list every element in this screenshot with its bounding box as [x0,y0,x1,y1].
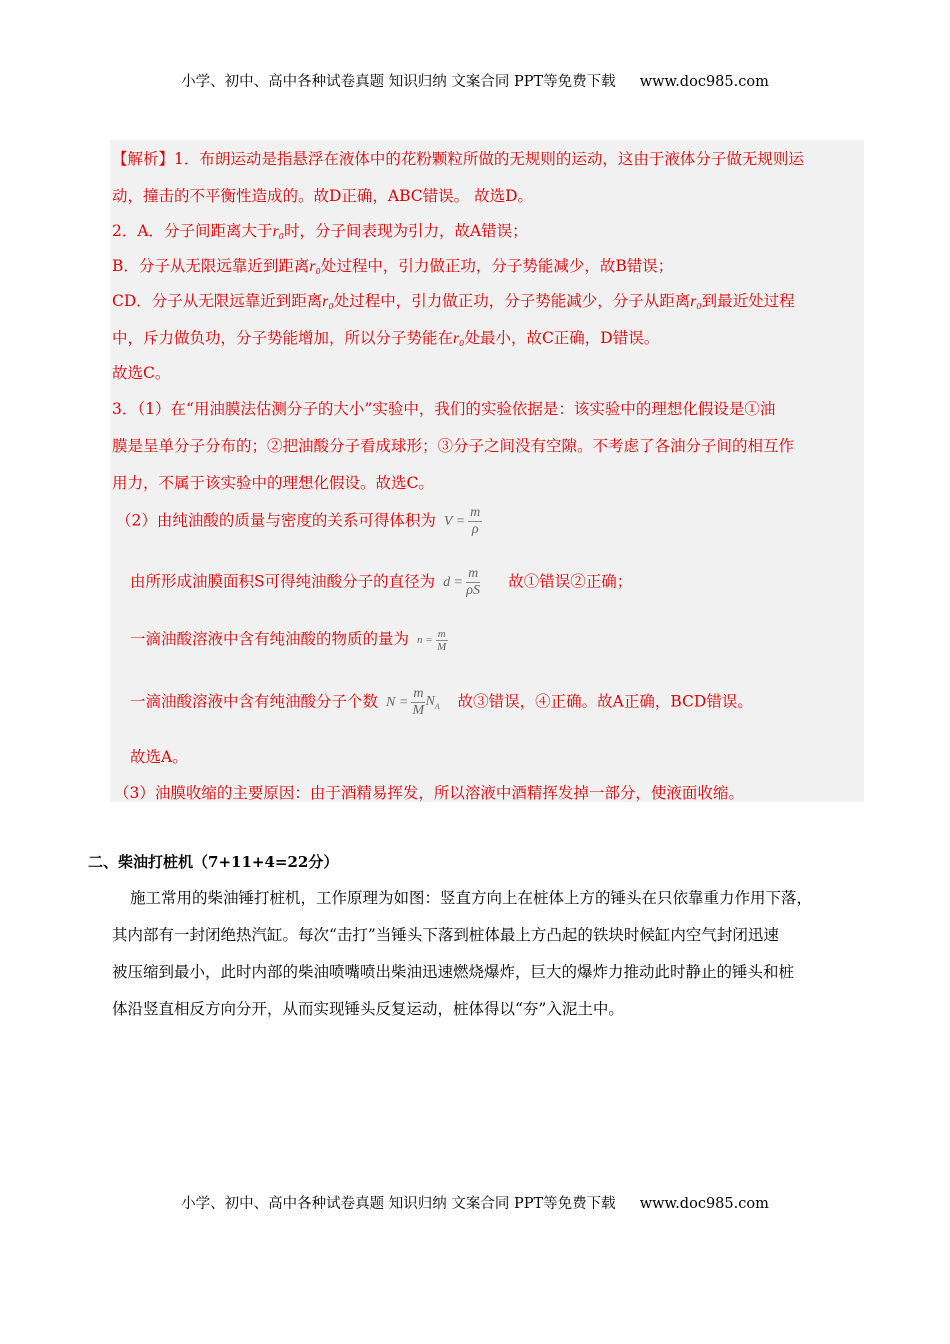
analysis-line [112,289,795,311]
header-text: 小学、初中、高中各种试卷真题 知识归纳 文案合同 PPT等免费下载 [181,74,616,90]
formula-volume [444,505,482,538]
analysis-line: 故选A。 [130,748,188,766]
formula-diameter [443,566,480,599]
analysis-line [112,254,673,276]
t: 一滴油酸溶液中含有纯油酸分子个数 [130,692,379,711]
analysis-line [116,505,490,538]
lhs: V = [443,513,466,529]
paragraph-line: 被压缩到最小，此时内部的柴油喷嘴喷出柴油迅速燃烧爆炸，巨大的爆炸力推动此时静止的锤头和桩 [112,963,795,981]
analysis-line: 动，撞击的不平衡性造成的。故D正确，ABC错误。 故选D。 [112,187,534,205]
r0: r₀ [272,223,284,240]
den: ρS [466,583,480,598]
analysis-line: 膜是呈单分子分布的；②把油酸分子看成球形；③分子之间没有空隙。不考虑了各油分子间的相互作 [112,437,795,455]
page-header [0,70,950,91]
t: （2）由纯油酸的质量与密度的关系可得体积为 [116,511,436,530]
num: m [470,505,481,520]
footer-text: 小学、初中、高中各种试卷真题 知识归纳 文案合同 PPT等免费下载 [181,1196,616,1212]
t: 2．A．分子间距离大于 [112,222,273,240]
t: 处过程中，引力做正功，分子势能减少，分子从距离 [333,292,691,310]
r0: r₀ [690,293,702,310]
paragraph-line: 其内部有一封闭绝热汽缸。每次“击打”当锤头下落到桩体最上方凸起的铁块时候缸内空气封闭迅速 [112,926,779,944]
rhs: $N_A$ [425,694,440,711]
analysis-line: 3．（1）在“用油膜法估测分子的大小”实验中，我们的实验依据是：该实验中的理想化假设是①油 [112,400,776,418]
formula-count [386,686,440,719]
analysis-line: 【解析】1．布朗运动是指悬浮在液体中的花粉颗粒所做的无规则的运动，这由于液体分子做无规则运 [112,150,804,168]
den: ρ [471,522,479,537]
paragraph-line: 体沿竖直相反方向分开，从而实现锤头反复运动，桩体得以“夯”入泥土中。 [112,1000,624,1018]
num: m [437,627,446,640]
lhs: N = [386,694,409,710]
t: B．分子从无限远靠近到距离 [112,257,310,275]
r0: r₀ [322,293,334,310]
t: 故③错误，④正确。故A正确，BCD错误。 [457,692,753,711]
analysis-line: 故选C。 [112,364,171,382]
footer-site[interactable]: www.doc985.com [639,1196,769,1212]
page-footer [0,1192,950,1213]
r0: r₀ [309,258,321,275]
t: CD．分子从无限远靠近到距离 [112,292,323,310]
t: 处过程中，引力做正功，分子势能减少，故B错误； [320,257,674,275]
num: m [468,566,479,581]
header-site[interactable]: www.doc985.com [639,74,769,90]
t: 到最近处过程 [701,292,795,310]
den: M [412,703,425,718]
analysis-line [130,566,632,599]
analysis-line [130,627,456,653]
t: 时，分子间表现为引力，故A错误； [283,222,528,240]
t: 一滴油酸溶液中含有纯油酸的物质的量为 [130,630,410,648]
lhs: n = [417,634,433,646]
t: 由所形成油膜面积S可得纯油酸分子的直径为 [130,572,436,591]
formula-moles [417,628,448,653]
analysis-line [112,326,659,348]
analysis-line: （3）油膜收缩的主要原因：由于酒精易挥发，所以溶液中酒精挥发掉一部分，使液面收缩。 [114,784,744,802]
lhs: d = [443,574,464,590]
analysis-line [130,686,753,719]
num: m [413,686,424,701]
den: M [437,640,447,653]
t: 中，斥力做负功，分子势能增加，所以分子势能在 [112,329,454,347]
analysis-line [112,219,528,241]
r0: r₀ [453,330,465,347]
analysis-line: 用力，不属于该实验中的理想化假设。故选C。 [112,474,434,492]
t: 故①错误②正确； [508,572,633,591]
t: 处最小，故C正确，D错误。 [464,329,660,347]
section-title: 二、柴油打桩机（7+11+4=22分） [88,853,339,871]
paragraph-line: 施工常用的柴油锤打桩机，工作原理为如图：竖直方向上在桩体上方的锤头在只依靠重力作用下落， [130,889,813,907]
